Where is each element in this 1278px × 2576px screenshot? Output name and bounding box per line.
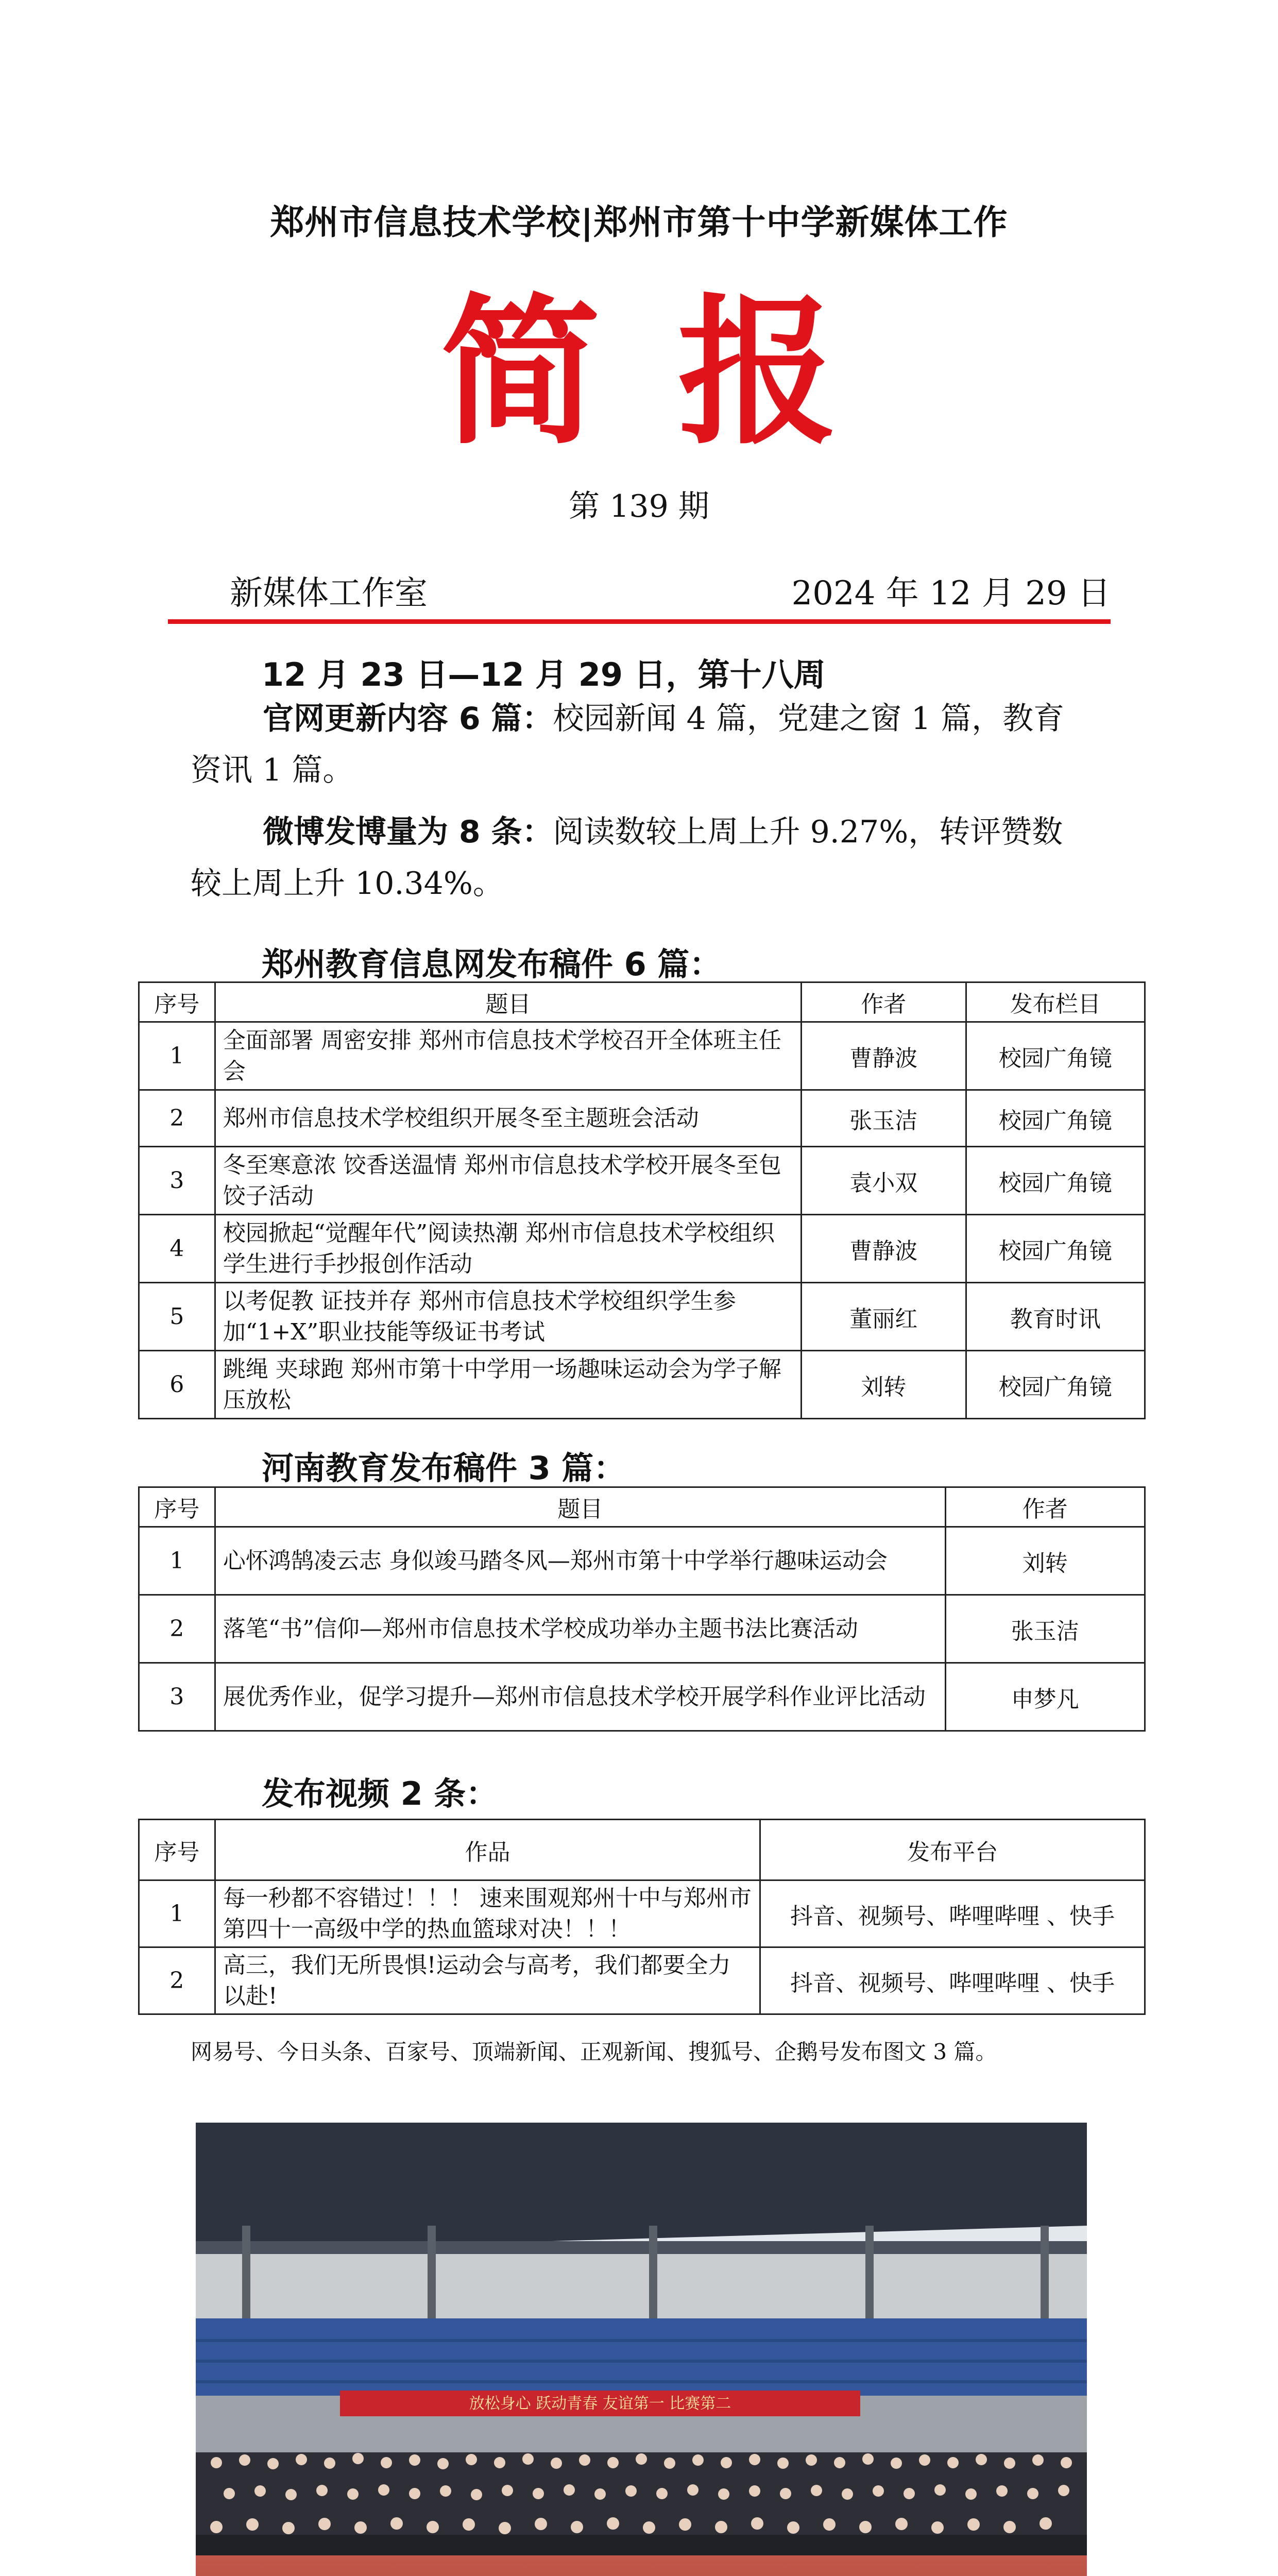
cell-title: 以考促教 证技并存 郑州市信息技术学校组织学生参加“1+X”职业技能等级证书考试 <box>215 1283 801 1351</box>
cell-author: 张玉洁 <box>802 1090 966 1147</box>
video-section-heading: 发布视频 2 条： <box>262 1775 498 1812</box>
table-row <box>139 1663 1145 1731</box>
cell-title: 校园掀起“觉醒年代”阅读热潮 郑州市信息技术学校组织学生进行手抄报创作活动 <box>215 1215 801 1283</box>
cell-index: 5 <box>139 1283 215 1351</box>
col-header: 作者 <box>802 982 966 1022</box>
cell-index: 3 <box>139 1147 215 1215</box>
red-divider <box>168 619 1111 624</box>
henan-section-heading: 河南教育发布稿件 3 篇： <box>262 1449 626 1487</box>
cell-column: 校园广角镜 <box>966 1090 1145 1147</box>
weibo-summary-label: 微博发博量为 8 条： <box>263 814 553 850</box>
table-header-row <box>139 1487 1145 1527</box>
cell-index: 3 <box>139 1663 215 1731</box>
cell-column: 校园广角镜 <box>966 1022 1145 1090</box>
col-header: 序号 <box>139 1820 215 1880</box>
col-header: 题目 <box>215 1487 945 1527</box>
cell-title: 郑州市信息技术学校组织开展冬至主题班会活动 <box>215 1090 801 1147</box>
table-row <box>139 1283 1145 1351</box>
cell-column: 校园广角镜 <box>966 1147 1145 1215</box>
cell-title: 心怀鸿鹄凌云志 身似竣马踏冬风—郑州市第十中学举行趣味运动会 <box>215 1527 945 1595</box>
col-header: 发布平台 <box>760 1820 1145 1880</box>
zz-section-heading: 郑州教育信息网发布稿件 6 篇： <box>262 945 722 983</box>
header-title: 郑州市信息技术学校|郑州市第十中学新媒体工作 <box>270 202 1008 242</box>
table-row <box>139 1147 1145 1215</box>
cell-index: 2 <box>139 1947 215 2014</box>
stadium-photo-illustration <box>196 2123 1087 2576</box>
cell-column: 校园广角镜 <box>966 1351 1145 1419</box>
cell-index: 1 <box>139 1880 215 1947</box>
cell-author: 曹静波 <box>802 1215 966 1283</box>
week-heading: 12 月 23 日—12 月 29 日，第十八周 <box>262 656 826 693</box>
cell-author: 曹静波 <box>802 1022 966 1090</box>
org-name: 新媒体工作室 <box>230 574 428 613</box>
cell-platform: 抖音、视频号、哔哩哔哩 、快手 <box>760 1880 1145 1947</box>
table-row <box>139 1527 1145 1595</box>
cell-index: 2 <box>139 1090 215 1147</box>
col-header: 作者 <box>945 1487 1145 1527</box>
henan-table <box>138 1486 1146 1732</box>
cell-title: 跳绳 夹球跑 郑州市第十中学用一场趣味运动会为学子解压放松 <box>215 1351 801 1419</box>
col-header: 题目 <box>215 982 801 1022</box>
table-row <box>139 1090 1145 1147</box>
cell-platform: 抖音、视频号、哔哩哔哩 、快手 <box>760 1947 1145 2014</box>
site-summary-text: 校园新闻 4 篇，党建之窗 1 篇，教育资讯 1 篇。 <box>191 701 1065 788</box>
cell-title: 全面部署 周密安排 郑州市信息技术学校召开全体班主任会 <box>215 1022 801 1090</box>
col-header: 发布栏目 <box>966 982 1145 1022</box>
cell-work: 每一秒都不容错过！！！ 速来围观郑州十中与郑州市第四十一高级中学的热血篮球对决！！！ <box>215 1880 760 1947</box>
publish-date: 2024 年 12 月 29 日 <box>791 574 1111 613</box>
cell-author: 刘转 <box>802 1351 966 1419</box>
table-header-row <box>139 982 1145 1022</box>
cell-index: 1 <box>139 1527 215 1595</box>
cell-title: 展优秀作业，促学习提升—郑州市信息技术学校开展学科作业评比活动 <box>215 1663 945 1731</box>
table-row <box>139 1215 1145 1283</box>
photo-banner-text: 放松身心 跃动青春 友谊第一 比赛第二 <box>469 2395 731 2413</box>
cell-title: 落笔“书”信仰—郑州市信息技术学校成功举办主题书法比赛活动 <box>215 1595 945 1663</box>
table-row <box>139 1880 1145 1947</box>
table-header-row <box>139 1820 1145 1880</box>
cell-index: 6 <box>139 1351 215 1419</box>
table-row <box>139 1595 1145 1663</box>
big-title: 简报 <box>440 280 915 466</box>
zz-table <box>138 981 1146 1419</box>
cell-author: 刘转 <box>945 1527 1145 1595</box>
platform-note: 网易号、今日头条、百家号、顶端新闻、正观新闻、搜狐号、企鹅号发布图文 3 篇。 <box>191 2039 997 2064</box>
table-row <box>139 1947 1145 2014</box>
cell-column: 校园广角镜 <box>966 1215 1145 1283</box>
weibo-summary-text: 阅读数较上周上升 9.27%，转评赞数较上周上升 10.34%。 <box>191 814 1063 902</box>
cell-column: 教育时讯 <box>966 1283 1145 1351</box>
table-row <box>139 1351 1145 1419</box>
cell-title: 冬至寒意浓 饺香送温情 郑州市信息技术学校开展冬至包饺子活动 <box>215 1147 801 1215</box>
cell-author: 申梦凡 <box>945 1663 1145 1731</box>
weibo-summary <box>191 806 1092 909</box>
cell-index: 1 <box>139 1022 215 1090</box>
col-header: 作品 <box>215 1820 760 1880</box>
issue-number: 第 139 期 <box>569 488 709 524</box>
cell-index: 4 <box>139 1215 215 1283</box>
site-summary <box>191 693 1092 796</box>
col-header: 序号 <box>139 982 215 1022</box>
col-header: 序号 <box>139 1487 215 1527</box>
cell-author: 袁小双 <box>802 1147 966 1215</box>
video-table <box>138 1819 1146 2015</box>
cell-author: 张玉洁 <box>945 1595 1145 1663</box>
table-row <box>139 1022 1145 1090</box>
cell-index: 2 <box>139 1595 215 1663</box>
cell-work: 高三，我们无所畏惧!运动会与高考，我们都要全力以赴! <box>215 1947 760 2014</box>
group-photo <box>196 2123 1087 2576</box>
site-summary-label: 官网更新内容 6 篇： <box>263 701 553 737</box>
cell-author: 董丽红 <box>802 1283 966 1351</box>
